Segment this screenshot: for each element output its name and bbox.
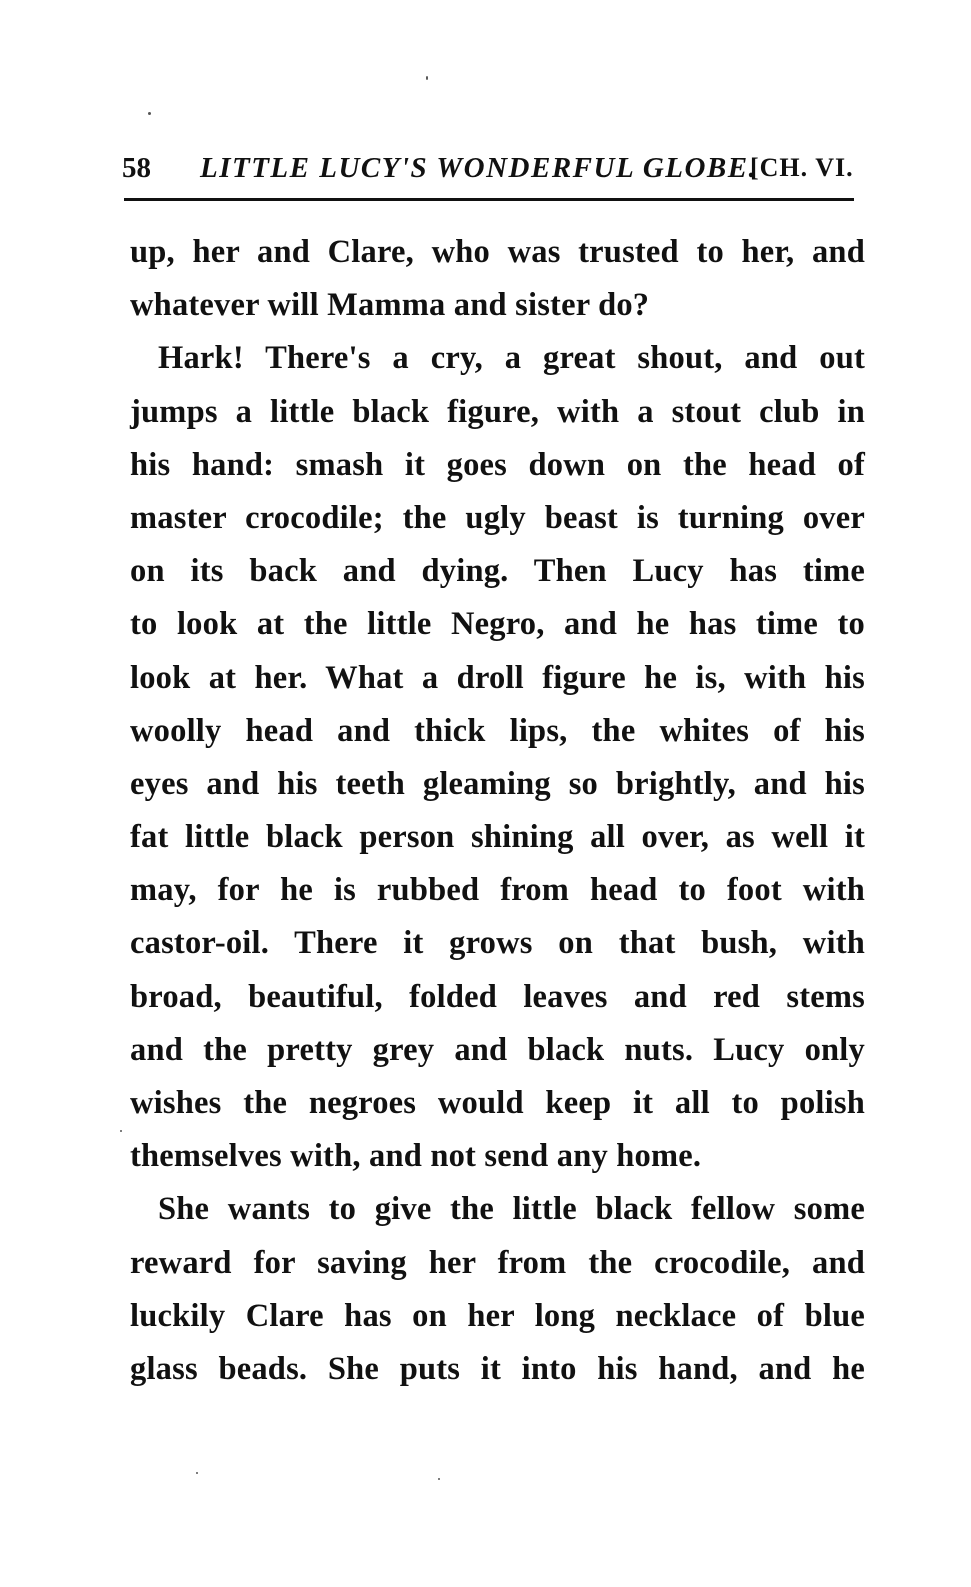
text-line: She wants to give the little black fellow some [158,1191,865,1228]
body-text [130,226,865,1396]
page-number: 58 [122,152,151,184]
running-head [122,148,862,188]
print-speck [148,112,151,115]
text-line: whatever will Mamma and sister do? [130,287,650,324]
text-line: glass beads. She puts it into his hand, and he [130,1350,865,1387]
text-line: look at her. What a droll figure he is, with his [130,659,865,696]
chapter-label: [CH. VI. [750,153,854,182]
text-line: broad, beautiful, folded leaves and red stems [130,978,865,1015]
text-line: jumps a little black figure, with a stout club in [130,393,865,430]
text-line: woolly head and thick lips, the whites of his [130,712,865,749]
text-line: reward for saving her from the crocodile, and [130,1244,865,1281]
text-line: castor-oil. There it grows on that bush, with [130,925,865,962]
text-line: to look at the little Negro, and he has time to [130,606,865,643]
header-rule [124,198,854,201]
text-line: eyes and his teeth gleaming so brightly, and his [130,765,865,802]
text-line: up, her and Clare, who was trusted to her, and [130,234,865,270]
print-speck [426,76,428,80]
text-line: themselves with, and not send any home. [130,1138,702,1175]
text-line: on its back and dying. Then Lucy has time [130,553,865,590]
print-speck [438,1478,440,1480]
text-line: his hand: smash it goes down on the head of [130,446,865,483]
book-title: LITTLE LUCY'S WONDERFUL GLOBE. [200,152,758,184]
text-line: luckily Clare has on her long necklace of blue [130,1297,865,1334]
print-speck [120,1130,122,1132]
text-line: Hark! There's a cry, a great shout, and out [158,340,865,377]
text-line: fat little black person shining all over, as well it [130,819,865,856]
text-line: and the pretty grey and black nuts. Lucy only [130,1031,865,1068]
text-line: master crocodile; the ugly beast is turning over [130,499,865,536]
text-line: wishes the negroes would keep it all to polish [130,1085,865,1121]
text-line: may, for he is rubbed from head to foot with [130,872,865,909]
print-speck [196,1472,198,1474]
